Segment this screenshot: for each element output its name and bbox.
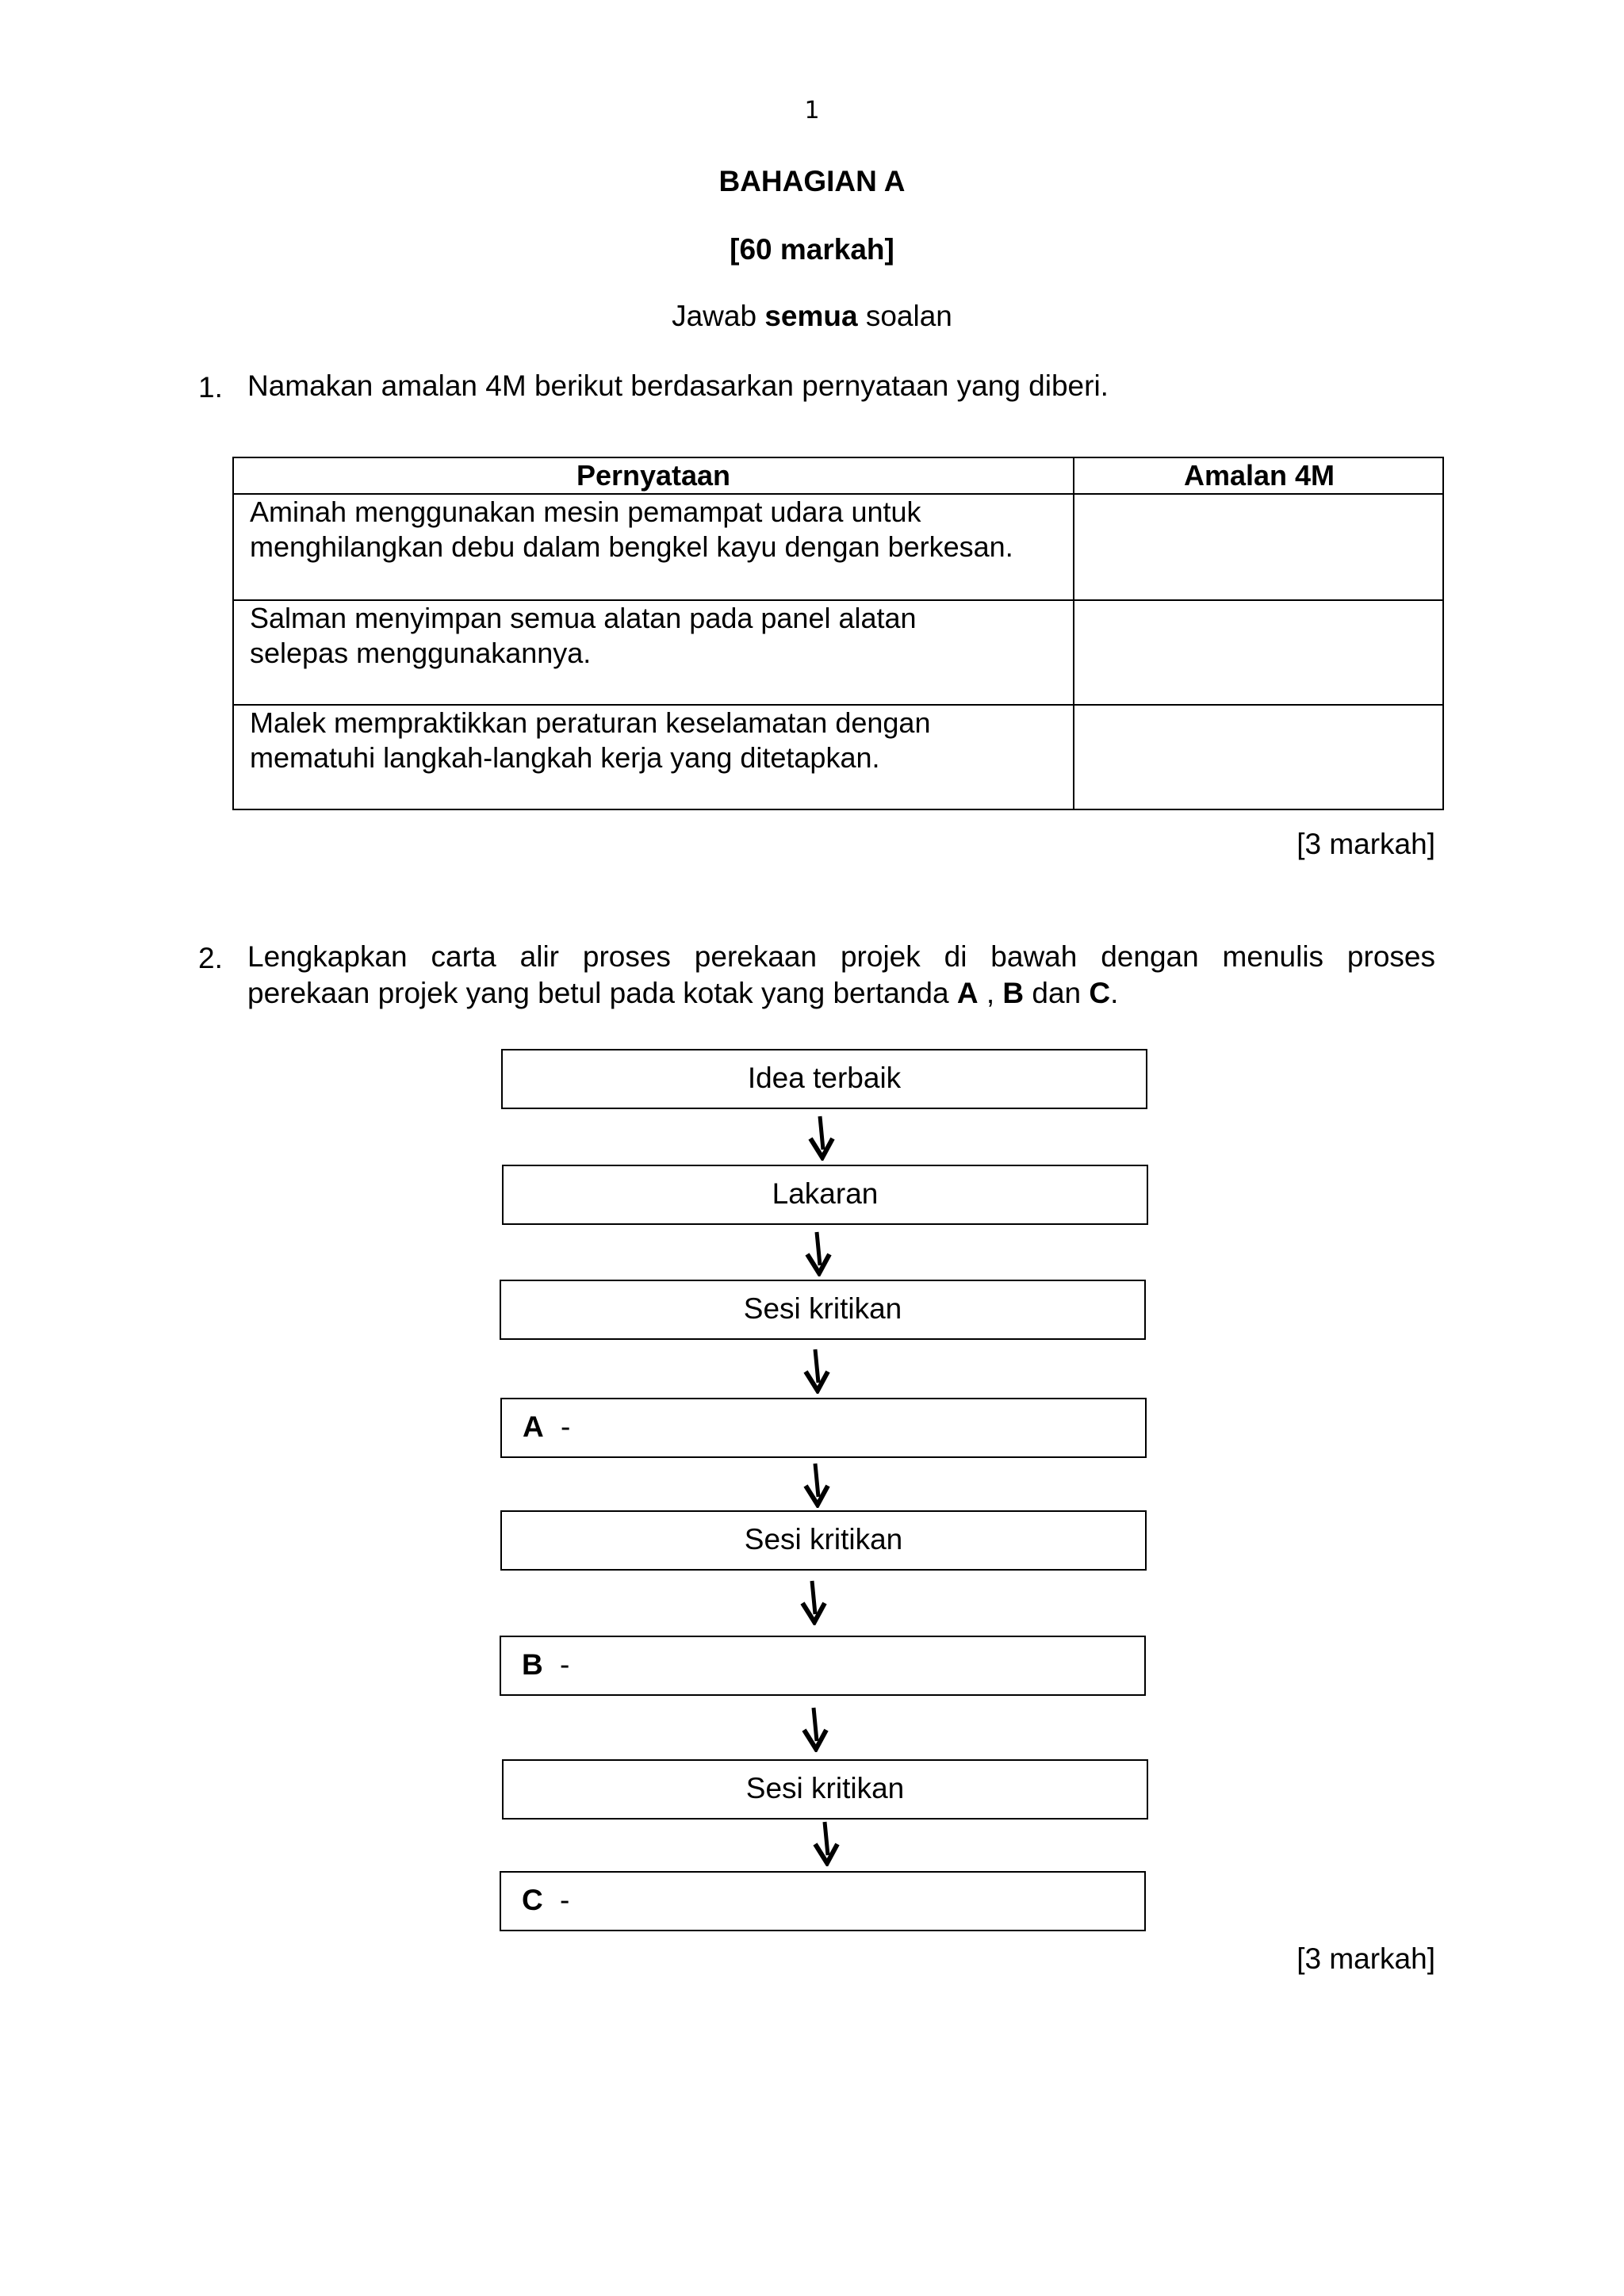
table-row-3-line-1: Malek mempraktikkan peraturan keselamatan dengan: [250, 706, 931, 739]
flowchart-box-dash: -: [560, 1648, 570, 1681]
instruction-text-start: Jawab: [672, 300, 765, 332]
flowchart-down-arrow-icon: [799, 1579, 828, 1625]
instruction-text-end: soalan: [857, 300, 952, 332]
flowchart-down-arrow-icon: [807, 1115, 836, 1161]
table-row-2-line-1: Salman menyimpan semua alatan pada panel alatan: [250, 602, 917, 634]
section-title: BAHAGIAN A: [718, 165, 906, 197]
flowchart-step-critique-1: [500, 1280, 1146, 1340]
flowchart-box-dash: -: [560, 1884, 570, 1916]
table-row-1-statement: [250, 495, 1067, 564]
flowchart-step-label: Sesi kritikan: [743, 1292, 902, 1325]
table-header-statement: Pernyataan: [576, 459, 731, 492]
table-row-2-answer-cell[interactable]: [1076, 601, 1441, 702]
table-row-2-statement: [250, 601, 1067, 671]
table-row-3-statement: [250, 706, 1067, 775]
question-2-marks: [3 markah]: [1297, 1942, 1435, 1975]
flowchart-answer-box-b[interactable]: [500, 1636, 1146, 1696]
flowchart-step-label: Sesi kritikan: [745, 1772, 905, 1804]
flowchart-step-label: Sesi kritikan: [744, 1523, 903, 1556]
section-total-marks: [60 markah]: [730, 233, 894, 266]
question-1-number: 1.: [198, 371, 223, 404]
flowchart-down-arrow-icon: [801, 1706, 829, 1752]
flowchart-answer-box-c[interactable]: [500, 1871, 1146, 1931]
flowchart-down-arrow-icon: [802, 1462, 831, 1508]
table-column-divider: [1073, 458, 1074, 809]
question-1-text: Namakan amalan 4M berikut berdasarkan pernyataan yang diberi.: [247, 369, 1109, 402]
flowchart-box-letter-c: C: [522, 1884, 543, 1916]
flowchart-step-best-idea: [501, 1049, 1147, 1109]
flowchart-box-dash: -: [561, 1410, 571, 1443]
table-row-1-answer-cell[interactable]: [1076, 495, 1441, 598]
table-header-practice: Amalan 4M: [1183, 459, 1335, 492]
table-row-1-line-2: menghilangkan debu dalam bengkel kayu dengan berkesan.: [250, 530, 1013, 563]
flowchart-down-arrow-icon: [804, 1230, 833, 1276]
section-instruction: [0, 300, 1624, 333]
question-1-table: [232, 457, 1444, 810]
flowchart-step-critique-3: [502, 1759, 1148, 1820]
flowchart-step-critique-2: [500, 1510, 1147, 1571]
question-2-number: 2.: [198, 942, 223, 974]
flowchart-down-arrow-icon: [802, 1348, 831, 1394]
instruction-emphasis: semua: [764, 300, 858, 332]
flowchart-box-letter-a: A: [523, 1410, 544, 1443]
question-2-text-start: perekaan projek yang betul pada kotak yang bertanda: [247, 977, 957, 1009]
question-2-separator-1: ,: [978, 977, 1003, 1009]
flowchart-step-sketch: [502, 1165, 1148, 1225]
question-2-separator-2: dan: [1024, 977, 1090, 1009]
flowchart-box-letter-b: B: [522, 1648, 543, 1681]
question-2-text-line-2: [247, 975, 1118, 1012]
question-2-label-a: A: [956, 977, 979, 1009]
question-2-text-end: .: [1110, 977, 1119, 1009]
flowchart-down-arrow-icon: [812, 1820, 841, 1866]
question-2-label-c: C: [1089, 977, 1111, 1009]
table-row-1-line-1: Aminah menggunakan mesin pemampat udara untuk: [250, 496, 921, 528]
flowchart-answer-box-a[interactable]: [500, 1398, 1147, 1458]
question-2-text-line-1: Lengkapkan carta alir proses perekaan projek di bawah dengan menulis proses: [247, 940, 1435, 973]
table-row-3-answer-cell[interactable]: [1076, 706, 1441, 807]
table-row-3-line-2: mematuhi langkah-langkah kerja yang ditetapkan.: [250, 741, 880, 774]
flowchart-step-label: Lakaran: [772, 1177, 879, 1210]
page-number: 1: [804, 97, 820, 124]
question-1-marks: [3 markah]: [1297, 828, 1435, 860]
table-row-2-line-2: selepas menggunakannya.: [250, 637, 592, 669]
flowchart-step-label: Idea terbaik: [747, 1062, 902, 1094]
question-2-label-b: B: [1002, 977, 1025, 1009]
